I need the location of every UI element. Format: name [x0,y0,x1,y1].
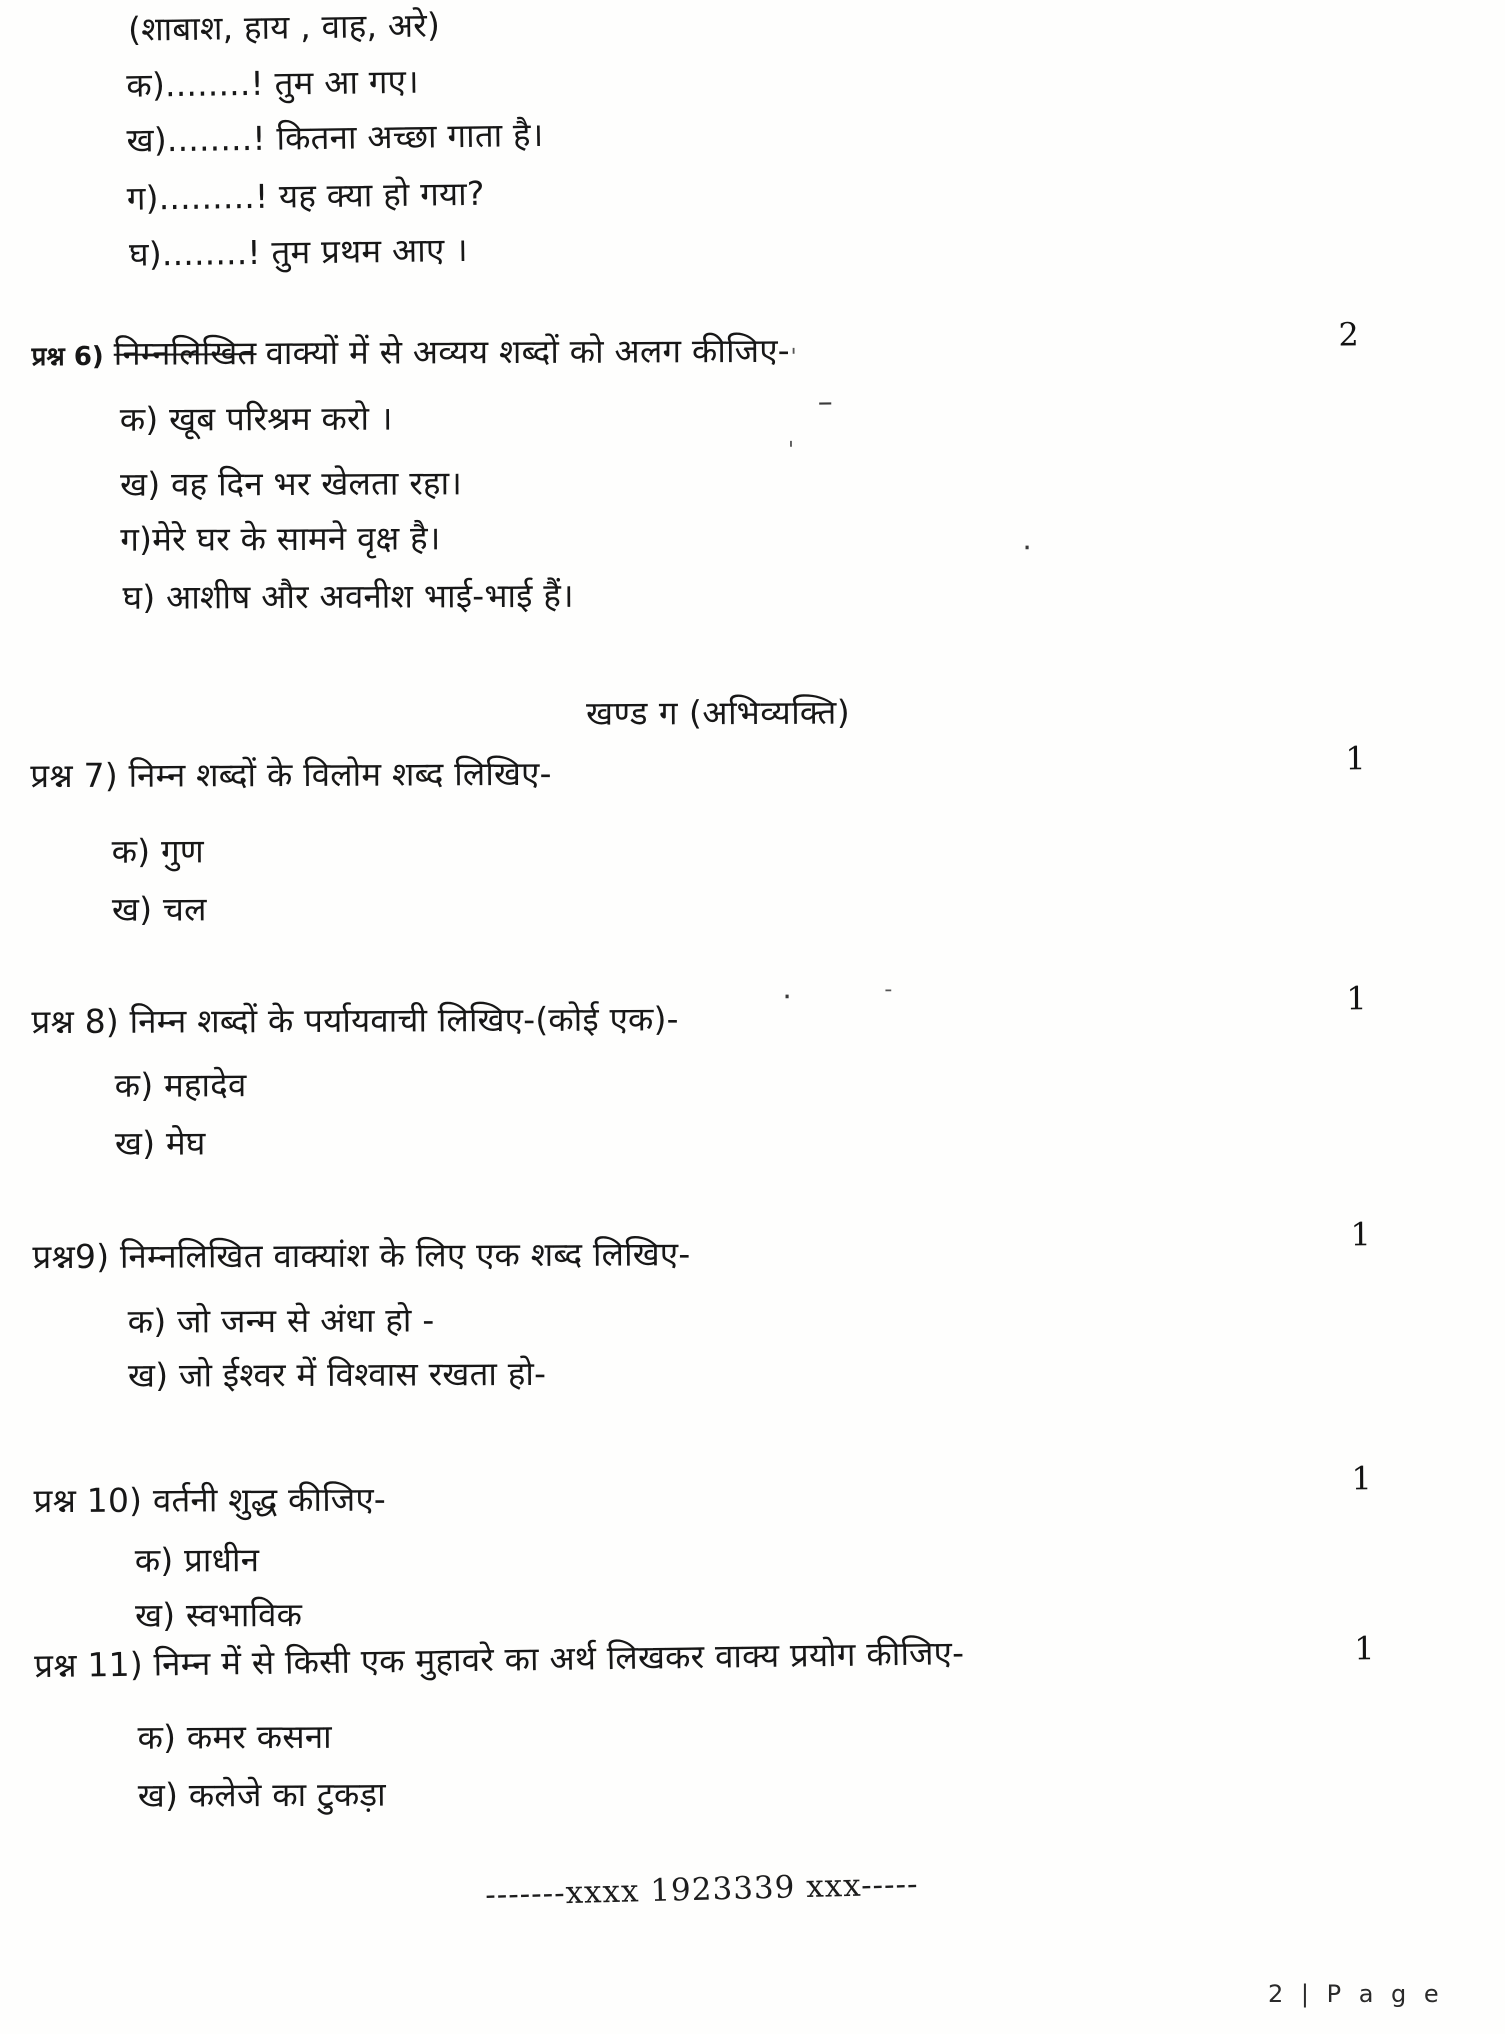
section-heading: खण्ड ग (अभिव्यक्ति) [586,692,851,733]
question-7-title: प्रश्न 7) निम्न शब्दों के विलोम शब्द लिखिए- [30,753,552,796]
question-9-item-a: क) जो जन्म से अंधा हो - [127,1300,435,1341]
question-6-title-rest: वाक्यों में से अव्यय शब्दों को अलग कीजिए- [265,330,790,373]
question-6-item-d: घ) आशीष और अवनीश भाई-भाई हैं। [122,575,574,617]
question-11-item-b: ख) कलेजे का टुकड़ा [137,1774,386,1815]
question-8-item-a: क) महादेव [114,1065,247,1105]
question-10-item-a: क) प्राधीन [134,1540,260,1580]
scan-artifact-dot: · [782,979,792,1015]
question-10-item-b: ख) स्वभाविक [134,1594,303,1635]
question-6-struck-word: निम्नलिखित [113,333,257,373]
page-number-footer: 2 | P a g e [1268,1980,1444,2008]
question-9-title: प्रश्न9) निम्नलिखित वाक्यांश के लिए एक शब्द लिखिए- [32,1234,691,1277]
scan-artifact-dash: - [884,977,893,1003]
word-bank: (शाबाश, हाय , वाह, अरे) [127,5,441,49]
question-6-title [31,330,789,375]
scan-artifact-dash: – [817,384,833,420]
fill-blank-item-d: घ)........! तुम प्रथम आए । [128,229,469,274]
question-11-marks: 1 [1354,1629,1375,1668]
question-6-item-a: क) खूब परिश्रम करो । [119,398,393,439]
question-9-marks: 1 [1350,1215,1371,1254]
question-11-title: प्रश्न 11) निम्न में से किसी एक मुहावरे का अर्थ लिखकर वाक्य प्रयोग कीजिए- [33,1633,965,1686]
question-6-item-c: ग)मेरे घर के सामने वृक्ष है। [120,518,441,559]
question-8-marks: 1 [1346,979,1367,1018]
scan-artifact-tick: ' [787,437,795,463]
fill-blank-item-c: ग).........! यह क्या हो गया? [126,173,485,218]
question-9-item-b: ख) जो ईश्वर में विश्वास रखता हो- [127,1353,547,1395]
question-10-title: प्रश्न 10) वर्तनी शुद्ध कीजिए- [33,1479,387,1521]
question-8-title: प्रश्न 8) निम्न शब्दों के पर्यायवाची लिखिए-(कोई एक)- [31,999,679,1042]
end-of-paper-line: -------xxxx 1923339 xxx----- [484,1866,919,1914]
question-7-item-b: ख) चल [111,889,207,929]
question-8-item-b: ख) मेघ [114,1123,206,1163]
question-6-number: प्रश्न 6) [31,341,104,373]
fill-blank-item-a: क)........! तुम आ गए। [126,61,420,105]
question-6-marks: 2 [1338,315,1359,354]
fill-blank-item-b: ख)........! कितना अच्छा गाता है। [126,114,544,160]
scan-artifact-dot: · [1022,530,1033,566]
question-7-item-a: क) गुण [111,831,204,871]
question-10-marks: 1 [1351,1459,1372,1498]
question-7-marks: 1 [1345,739,1366,778]
scan-artifact-tick: ' [790,344,797,370]
question-11-item-a: क) कमर कसना [137,1716,332,1757]
question-6-item-b: ख) वह दिन भर खेलता रहा। [120,463,463,504]
